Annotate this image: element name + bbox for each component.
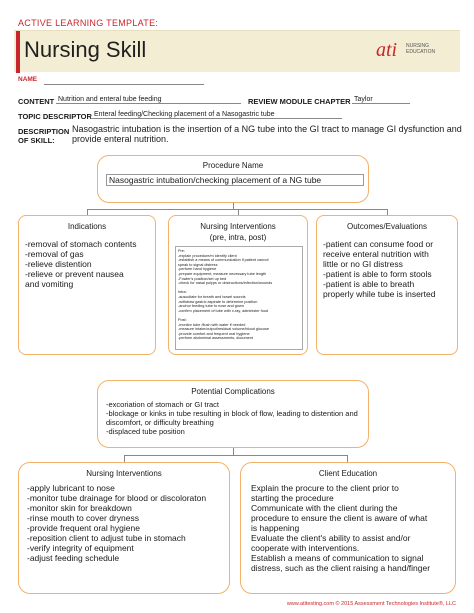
procedure-title: Procedure Name	[202, 161, 264, 170]
interventions-subtitle: (pre, intra, post)	[209, 233, 267, 242]
name-label: NAME	[18, 76, 38, 83]
client-education-title: Client Education	[318, 469, 378, 478]
module-chapter-label: REVIEW MODULE CHAPTER	[248, 97, 351, 106]
connector	[124, 455, 125, 462]
logo-mark: ati	[376, 39, 398, 61]
nursing-interventions-box	[18, 462, 230, 594]
connector	[233, 448, 234, 455]
footer: www.atitesting.com © 2015 Assessment Technologies Institute®, LLC	[286, 601, 456, 607]
interventions-title: Nursing Interventions	[200, 222, 276, 231]
name-field[interactable]	[44, 76, 204, 85]
indications-box	[18, 215, 156, 355]
ati-logo	[376, 37, 446, 67]
topic-label: TOPIC DESCRIPTOR	[18, 112, 92, 121]
indications-title: Indications	[67, 222, 107, 231]
interventions-text[interactable]: Pre: -explain procedure/m identify client -establish a means of communication if patient cannot speak to signal distress -perform hand hygiene -prepare equipment, measure necessary tube length -Fowler's position/set up bed -check for nasal polyps or obstructions/infection/wounds Intra: -auscultate for breath and bowel sounds -withdraw gastric aspirate to determine position -anchor feeding tube to nose and gown -confirm placement of tube with x-ray, administer food Post: -monitor tube /flush with water if needed -measure intake/output/residual volume/blood glucose -provide comfort and frequent oral hygiene -perform abdominal assessments, document	[175, 246, 303, 350]
complications-box	[97, 380, 369, 448]
nursing-interventions-title: Nursing Interventions	[86, 469, 162, 478]
content-label: CONTENT	[18, 97, 55, 106]
connector	[347, 455, 348, 462]
connector	[87, 209, 387, 210]
title-accent-bar	[16, 31, 20, 73]
client-education-text[interactable]: Explain the procure to the client prior to starting the procedure Communicate with the client during the procedure to ensure the client is aware of what is happening Evaluate the client's ability to assist and/or cooperate with interventions. Establish a means of communication to signal distress, such as the client raising a hand/finger	[251, 483, 431, 573]
topic-field[interactable]: Enteral feeding/Checking placement of a Nasogastric tube	[92, 110, 342, 119]
title-banner	[14, 30, 460, 72]
description-text[interactable]: Nasogastric intubation is the insertion of a NG tube into the GI tract to manage GI dysfunction and provide enteral nutrition.	[72, 124, 462, 144]
interventions-box	[168, 215, 308, 355]
nursing-interventions-text[interactable]: -apply lubricant to nose -monitor tube drainage for blood or discoloraton -monitor skin for breakdown -rinse mouth to cover dryness -provide frequent oral hygiene -reposition client to adjust tube in stomach -verify integrity of equipment -adjust feeding schedule	[27, 483, 207, 563]
procedure-box	[97, 155, 369, 203]
outcomes-title: Outcomes/Evaluations	[346, 222, 428, 231]
procedure-field[interactable]: Nasogastric intubation/checking placement of a NG tube	[106, 174, 364, 186]
page-title: Nursing Skill	[24, 37, 147, 62]
complications-text[interactable]: -excoriation of stomach or GI tract -blockage or kinks in tube resulting in block of flow, leading to distention and discomfort, or difficulty breathing -displaced tube position	[106, 400, 358, 436]
complications-title: Potential Complications	[191, 387, 275, 396]
content-field[interactable]: Nutrition and enteral tube feeding	[56, 95, 241, 104]
connector	[124, 455, 348, 456]
template-label: ACTIVE LEARNING TEMPLATE:	[18, 18, 159, 28]
outcomes-box	[316, 215, 458, 355]
client-education-box	[240, 462, 456, 594]
description-label: DESCRIPTION OF SKILL:	[18, 127, 70, 145]
indications-text[interactable]: -removal of stomach contents -removal of gas -relieve distention -relieve or prevent nausea and vomiting	[25, 239, 137, 289]
logo-subtitle: NURSING EDUCATION	[406, 43, 436, 55]
outcomes-text[interactable]: -patient can consume food or receive enteral nutrition with little or no GI distress -patient is able to form stools -patient is able to breath properly while tube is inserted	[323, 239, 436, 299]
module-chapter-field[interactable]: Taylor	[352, 95, 410, 104]
